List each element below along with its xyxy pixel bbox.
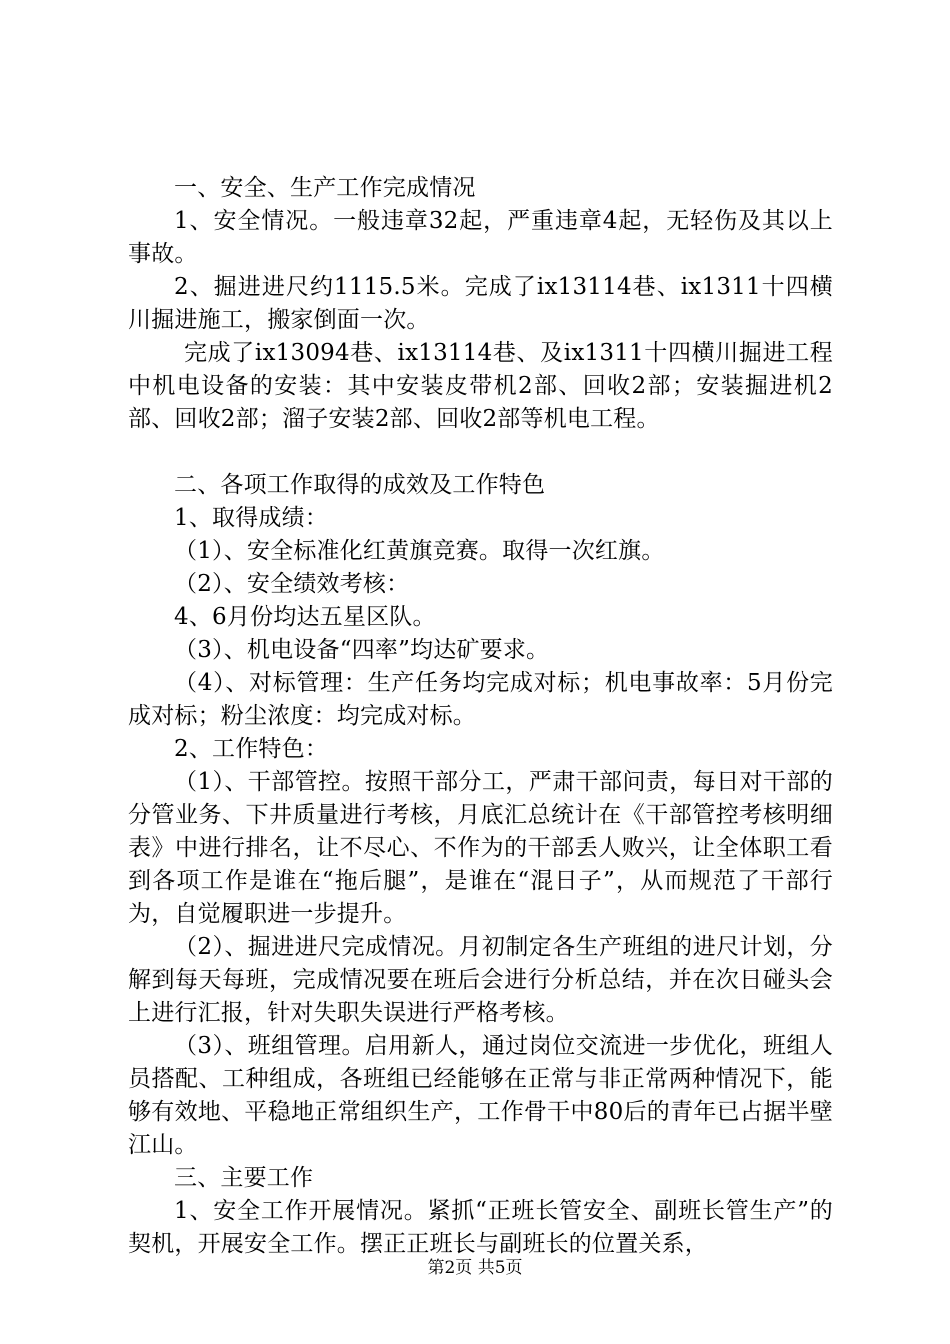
section-heading-3: 三、主要工作 (174, 1165, 314, 1191)
paragraph-safety: 1、安全情况。一般违章32起，严重违章4起，无轻伤及其以上事故。 (128, 208, 833, 267)
section-heading-1: 一、安全、生产工作完成情况 (174, 175, 476, 201)
paragraph-safety-work: 1、安全工作开展情况。紧抓“正班长管安全、副班长管生产”的契机，开展安全工作。摆正正班长与副班长的位置关系， (128, 1198, 833, 1257)
paragraph-item-1: （1）、安全标准化红黄旗竞赛。取得一次红旗。 (174, 538, 665, 564)
paragraph-gap (128, 436, 833, 469)
page-number: 第2页 共5页 (427, 1258, 523, 1278)
paragraph-item-2: （2）、安全绩效考核： (174, 571, 410, 597)
paragraph-item-4: （4）、对标管理：生产任务均完成对标；机电事故率：5月份完成对标；粉尘浓度：均完成对标。 (128, 670, 833, 729)
paragraph-item-3: （3）、机电设备“四率”均达矿要求。 (174, 637, 550, 663)
section-heading-2: 二、各项工作取得的成效及工作特色 (174, 472, 546, 498)
paragraph-tunneling: 2、掘进进尺约1115.5米。完成了ix13114巷、ix1311十四横川掘进施工，搬家倒面一次。 (128, 274, 833, 333)
paragraph-features: 2、工作特色： (174, 736, 329, 762)
paragraph-cadre-control: （1）、干部管控。按照干部分工，严肃干部问责，每日对干部的分管业务、下井质量进行考核，月底汇总统计在《干部管控考核明细表》中进行排名，让不尽心、不作为的干部丢人败兴，让全体职工看到各项工作是谁在“拖后腿”，是谁在“混日子”，从而规范了干部行为，自觉履职进一步提升。 (128, 769, 833, 927)
paragraph-team-management: （3）、班组管理。启用新人，通过岗位交流进一步优化，班组人员搭配、工种组成，各班组已经能够在正常与非正常两种情况下，能够有效地、平稳地正常组织生产，工作骨干中80后的青年已占据半壁江山。 (128, 1033, 833, 1158)
paragraph-footage: （2）、掘进进尺完成情况。月初制定各生产班组的进尺计划，分解到每天每班，完成情况要在班后会进行分析总结，并在次日碰头会上进行汇报，针对失职失误进行严格考核。 (128, 934, 833, 1026)
paragraph-equipment: 完成了ix13094巷、ix13114巷、及ix1311十四横川掘进工程中机电设备的安装：其中安装皮带机2部、回收2部；安装掘进机2部、回收2部；溜子安装2部、回收2部等机电工程。 (128, 340, 833, 432)
paragraph-five-star: 4、6月份均达五星区队。 (174, 604, 436, 630)
paragraph-achievements: 1、取得成绩： (174, 505, 329, 531)
document-body (128, 172, 833, 1261)
